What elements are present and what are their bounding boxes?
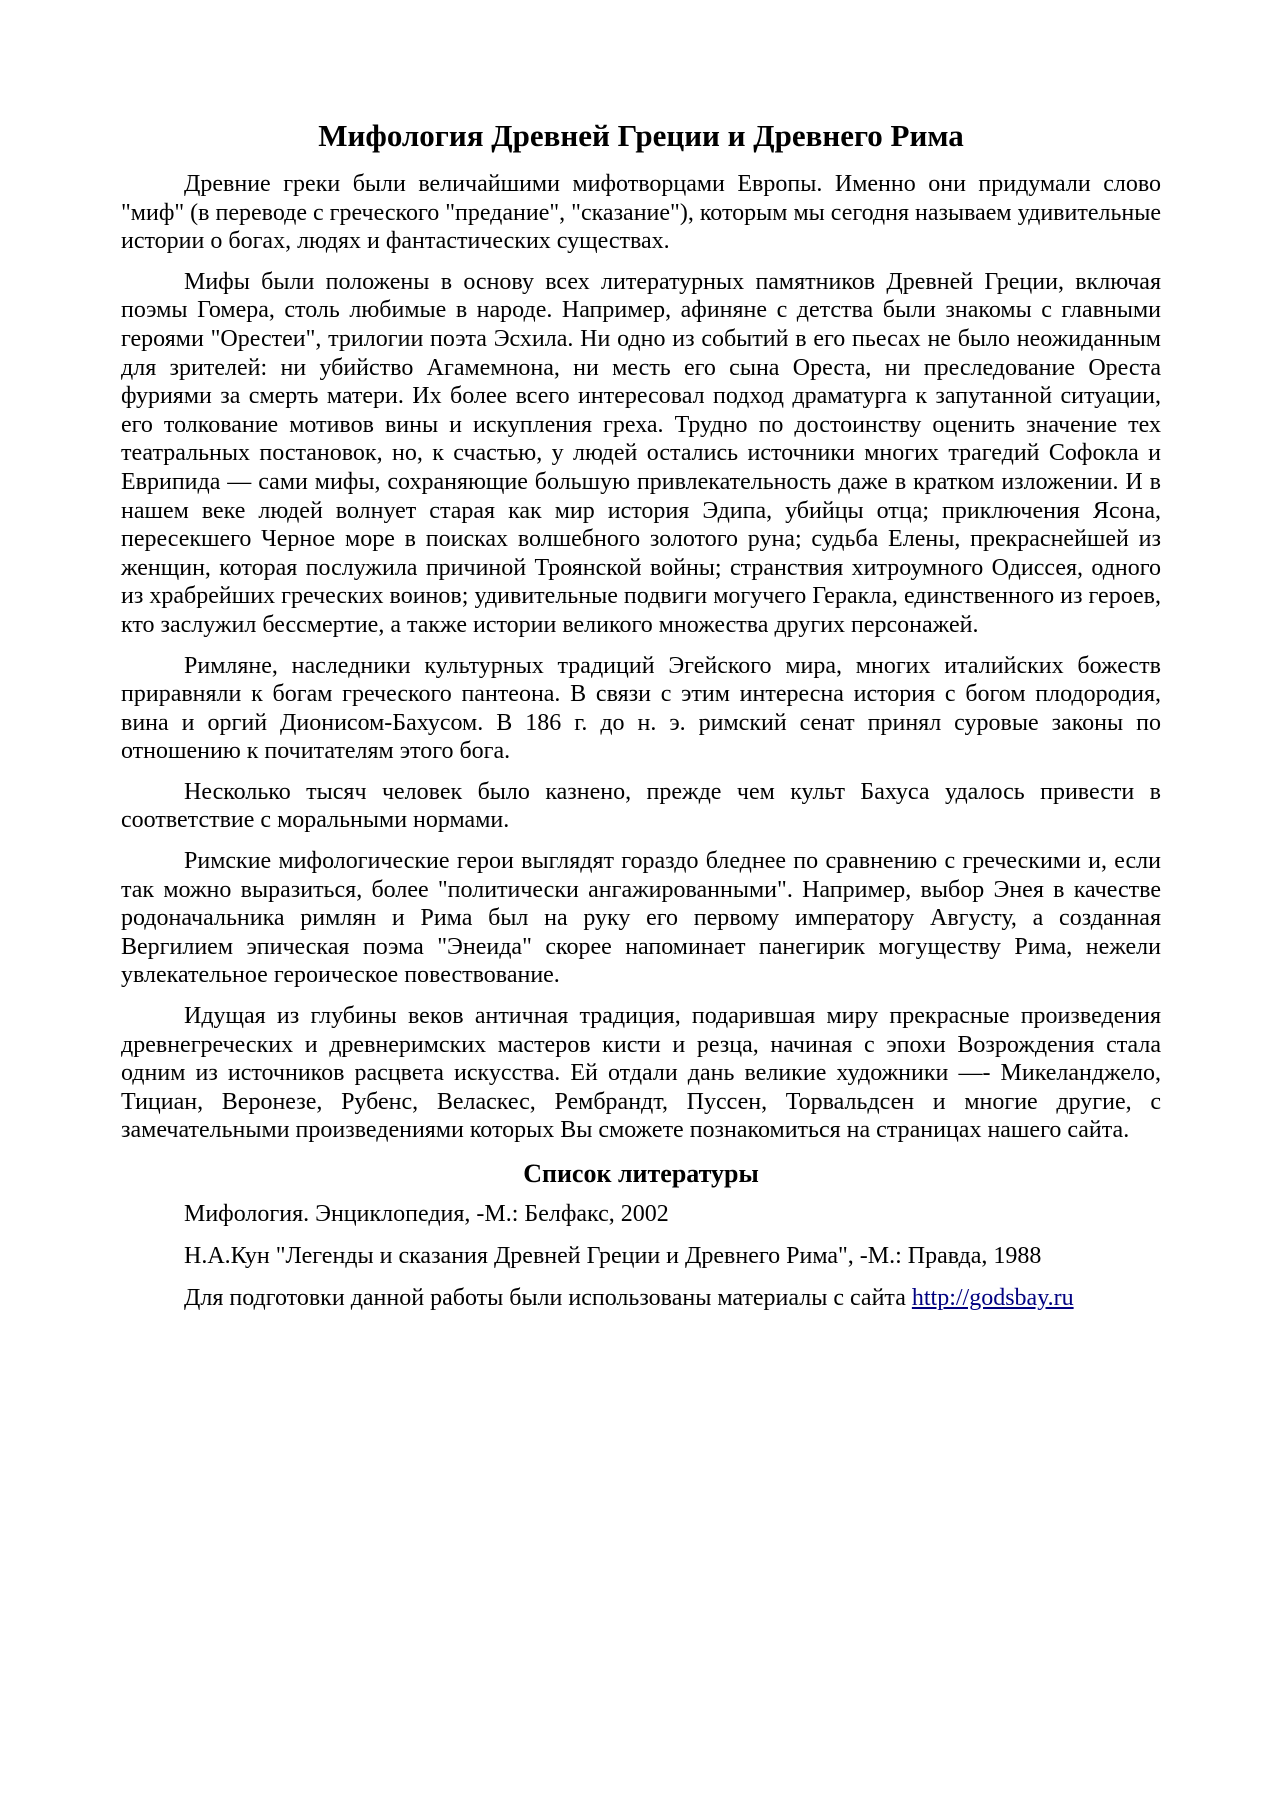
paragraph-tradition: Идущая из глубины веков античная традиция, подарившая миру прекрасные произведения древнегреческих и древнеримских мастеров кисти и резца, начиная с эпохи Возрождения стала одним из источников расцвета искусства. Ей отдали дань великие художники —- Микеланджело, Тициан, Веронезе, Рубенс, Веласкес, Рембрандт, Пуссен, Торвальдсен и многие другие, с замечательными произведениями которых Вы сможете познакомиться на страницах нашего сайта. <box>121 1003 1161 1144</box>
source-note-text: Для подготовки данной работы были использованы материалы с сайта <box>184 1285 912 1311</box>
reference-item: Мифология. Энциклопедия, -М.: Белфакс, 2002 <box>184 1201 669 1227</box>
references-heading: Список литературы <box>523 1159 759 1188</box>
paragraph-roman-heroes: Римские мифологические герои выглядят гораздо бледнее по сравнению с греческими и, если так можно выразиться, более "политически ангажированными". Например, выбор Энея в качестве родоначальника римлян и Рима был на руку его первому императору Августу, а созданная Вергилием эпическая поэма "Энеида" скорее напоминает панегирик могуществу Рима, нежели увлекательное героическое повествование. <box>121 848 1161 989</box>
paragraph-myths-literature: Мифы были положены в основу всех литературных памятников Древней Греции, включая поэмы Гомера, столь любимые в народе. Например, афиняне с детства были знакомы с главными героями "Орестеи", трилогии поэта Эсхила. Ни одно из событий в его пьесах не было неожиданным для зрителей: ни убийство Агамемнона, ни месть его сына Ореста, ни преследование Ореста фуриями за смерть матери. Их более всего интересовал подход драматурга к запутанной ситуации, его толкование мотивов вины и искупления греха. Трудно по достоинству оценить значение тех театральных постановок, но, к счастью, у людей остались источники многих трагедий Софокла и Еврипида — сами мифы, сохраняющие большую привлекательность даже в кратком изложении. И в нашем веке людей волнует старая как мир история Эдипа, убийцы отца; приключения Ясона, пересекшего Черное море в поисках волшебного золотого руна; судьба Елены, прекраснейшей из женщин, которая послужила причиной Троянской войны; странствия хитроумного Одиссея, одного из храбрейших греческих воинов; удивительные подвиги могучего Геракла, единственного из героев, кто заслужил бессмертие, а также истории великого множества других персонажей. <box>121 268 1161 638</box>
paragraph-intro: Древние греки были величайшими мифотворцами Европы. Именно они придумали слово "миф" (в переводе с греческого "предание", "сказание"), которым мы сегодня называем удивительные истории о богах, людях и фантастических существах. <box>121 171 1162 255</box>
source-note <box>121 1283 1161 1314</box>
document-page <box>121 116 1161 1325</box>
source-link[interactable]: http://godsbay.ru <box>911 1285 1074 1311</box>
reference-item: Н.А.Кун "Легенды и сказания Древней Греции и Древнего Рима", -М.: Правда, 1988 <box>184 1243 1042 1269</box>
document-title: Мифология Древней Греции и Древнего Рима <box>318 118 964 153</box>
paragraph-bacchus: Несколько тысяч человек было казнено, прежде чем культ Бахуса удалось привести в соответствие с моральными нормами. <box>121 778 1161 834</box>
paragraph-romans: Римляне, наследники культурных традиций Эгейского мира, многих италийских божеств приравняли к богам греческого пантеона. В связи с этим интересна история с богом плодородия, вина и оргий Дионисом-Бахусом. В 186 г. до н. э. римский сенат принял суровые законы по отношению к почитателям этого бога. <box>121 652 1161 765</box>
